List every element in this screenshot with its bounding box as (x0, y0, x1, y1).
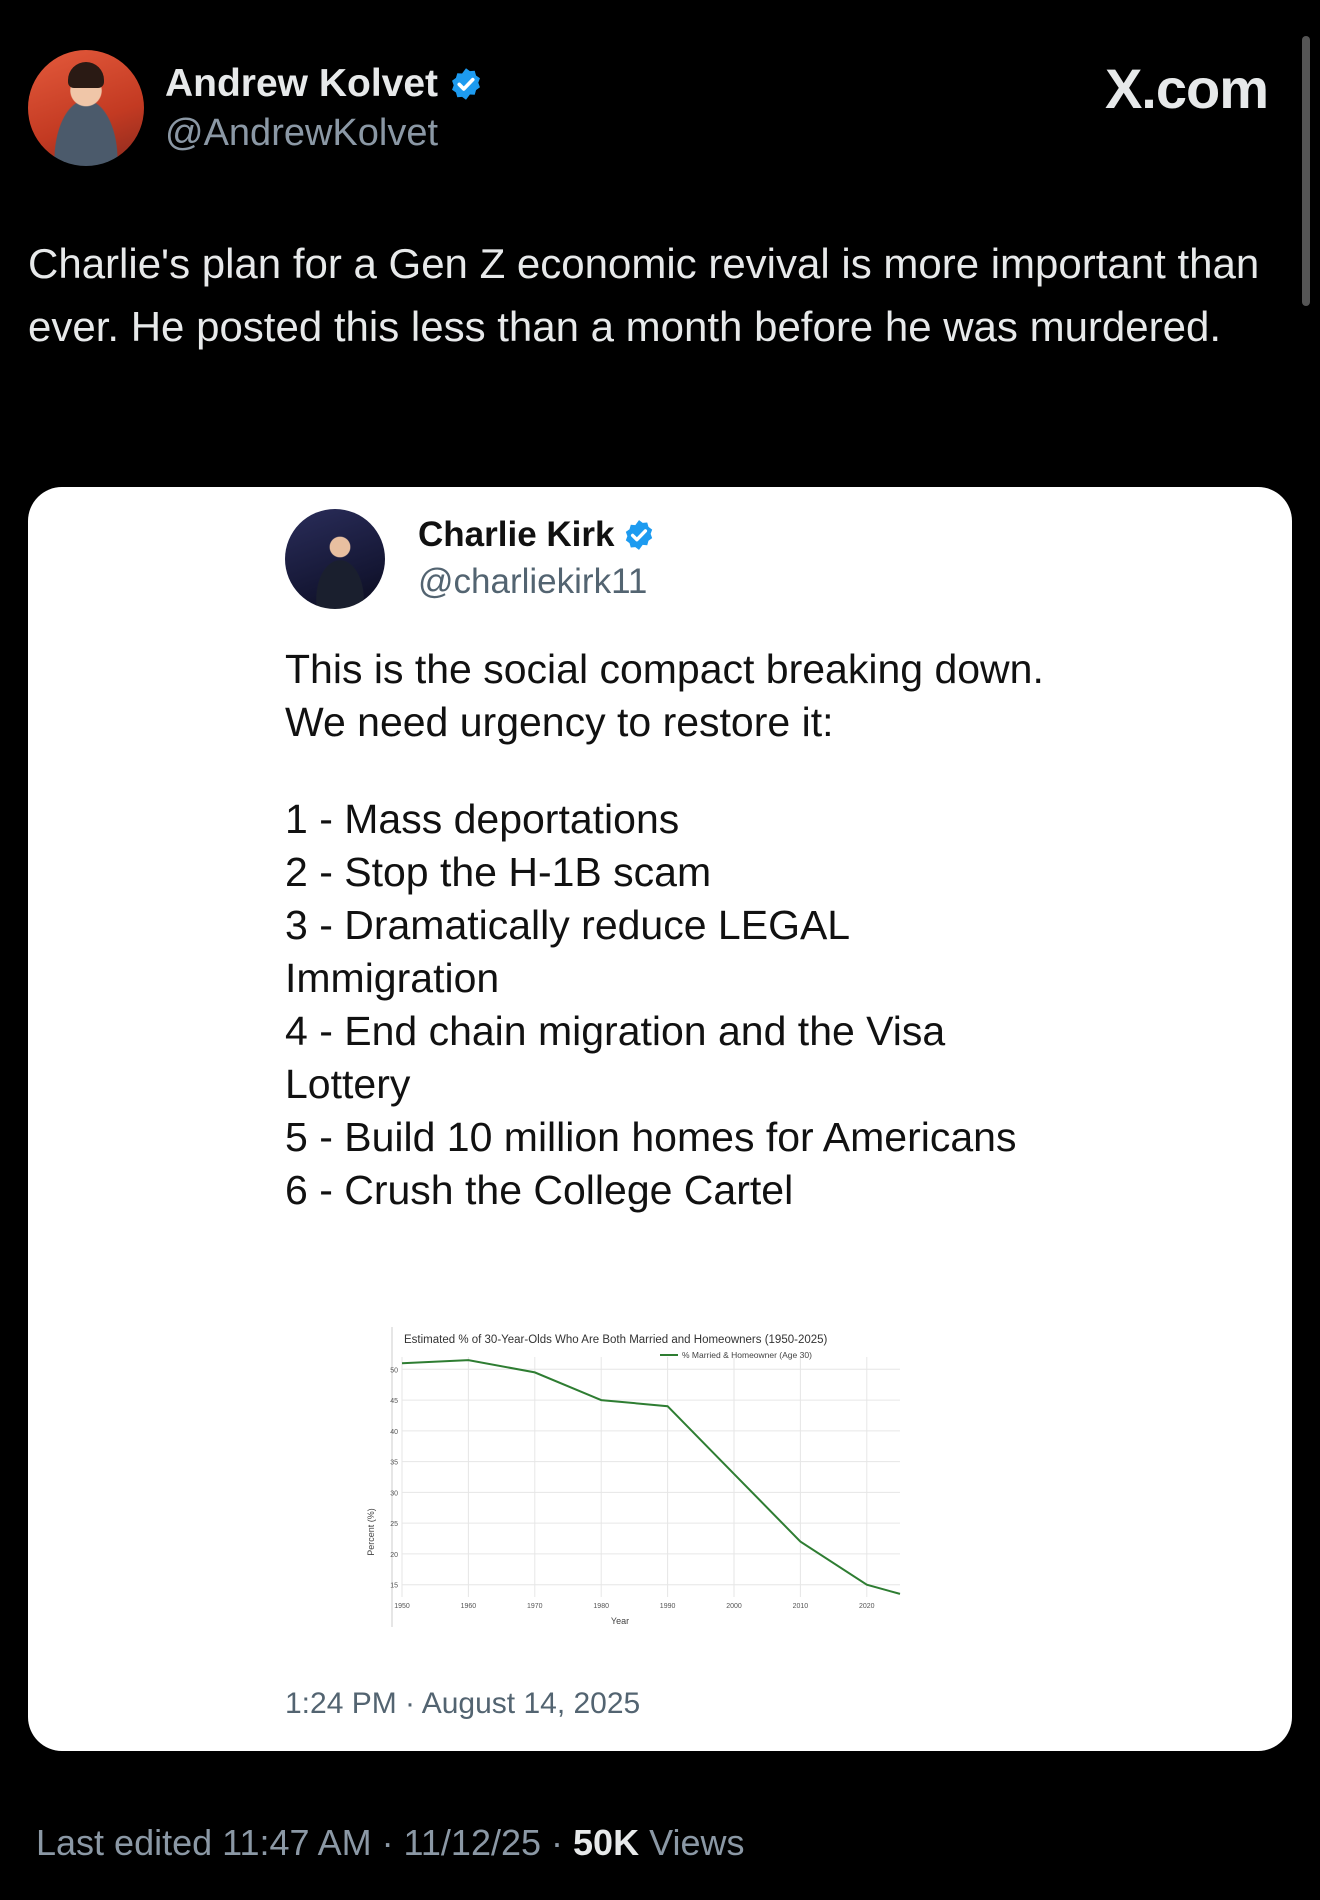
y-tick-label: 45 (390, 1398, 398, 1406)
y-tick-label: 25 (390, 1521, 398, 1529)
x-tick-label: 1950 (394, 1603, 410, 1610)
list-item: 4 - End chain migration and the Visa Lottery (285, 1008, 946, 1107)
quoted-intro-text: This is the social compact breaking down. We need urgency to restore it: (285, 646, 1044, 745)
page-scrollbar[interactable] (1302, 36, 1310, 306)
y-tick-label: 20 (390, 1551, 398, 1559)
verified-badge-icon (622, 518, 656, 552)
x-tick-label: 2020 (859, 1603, 875, 1610)
views-label: Views (649, 1822, 745, 1863)
y-tick-label: 50 (390, 1367, 398, 1375)
list-item: 1 - Mass deportations (285, 796, 680, 842)
quoted-timestamp: 1:24 PM · August 14, 2025 (285, 1687, 641, 1720)
y-tick-label: 15 (390, 1582, 398, 1590)
y-axis-label: Percent (%) (366, 1508, 376, 1556)
x-logo: X.com (1104, 57, 1268, 120)
x-tick-label: 2010 (792, 1603, 809, 1610)
list-item: 2 - Stop the H-1B scam (285, 849, 712, 895)
quoted-post-image[interactable] (28, 487, 1292, 1751)
quoted-author-name-row (418, 515, 656, 555)
views-number: 50K (573, 1822, 640, 1863)
post-metadata (36, 1822, 744, 1864)
x-axis-label: Year (610, 1616, 630, 1626)
y-tick-label: 35 (390, 1459, 398, 1467)
post-header (28, 50, 1268, 170)
y-tick-label: 30 (390, 1490, 398, 1498)
list-item: 5 - Build 10 million homes for Americans (285, 1114, 1017, 1160)
x-tick-label: 1960 (460, 1603, 477, 1610)
chart-title: Estimated % of 30-Year-Olds Who Are Both Married and Homeowners (1950-2025) (404, 1334, 828, 1346)
x-tick-label: 1990 (659, 1603, 676, 1610)
x-tick-label: 1970 (527, 1603, 543, 1610)
verified-badge-icon (448, 66, 484, 102)
list-item: 6 - Crush the College Cartel (285, 1167, 794, 1213)
quoted-author-name: Charlie Kirk (418, 515, 615, 554)
author-name[interactable]: Andrew Kolvet (165, 62, 439, 105)
author-avatar[interactable] (28, 50, 144, 166)
post-text: Charlie's plan for a Gen Z economic revival is more important than ever. He posted this less than a month before he was murdered. (28, 240, 1260, 350)
x-tick-label: 2000 (726, 1603, 742, 1610)
author-handle[interactable]: @AndrewKolvet (165, 112, 439, 154)
y-tick-label: 40 (390, 1428, 398, 1436)
views-count[interactable] (573, 1822, 744, 1864)
meta-separator: · (551, 1822, 564, 1863)
last-edited[interactable]: Last edited 11:47 AM · 11/12/25 (36, 1822, 542, 1863)
quoted-author-avatar (285, 509, 385, 609)
chart-legend (660, 1350, 812, 1360)
x-tick-label: 1980 (593, 1603, 609, 1610)
line-chart (360, 1327, 940, 1627)
list-item: 3 - Dramatically reduce LEGAL Immigration (285, 902, 849, 1001)
legend-label: % Married & Homeowner (Age 30) (682, 1350, 812, 1360)
quoted-author-handle: @charliekirk11 (418, 562, 648, 601)
author-name-row (165, 62, 484, 106)
quoted-plan-list (285, 793, 1065, 1217)
